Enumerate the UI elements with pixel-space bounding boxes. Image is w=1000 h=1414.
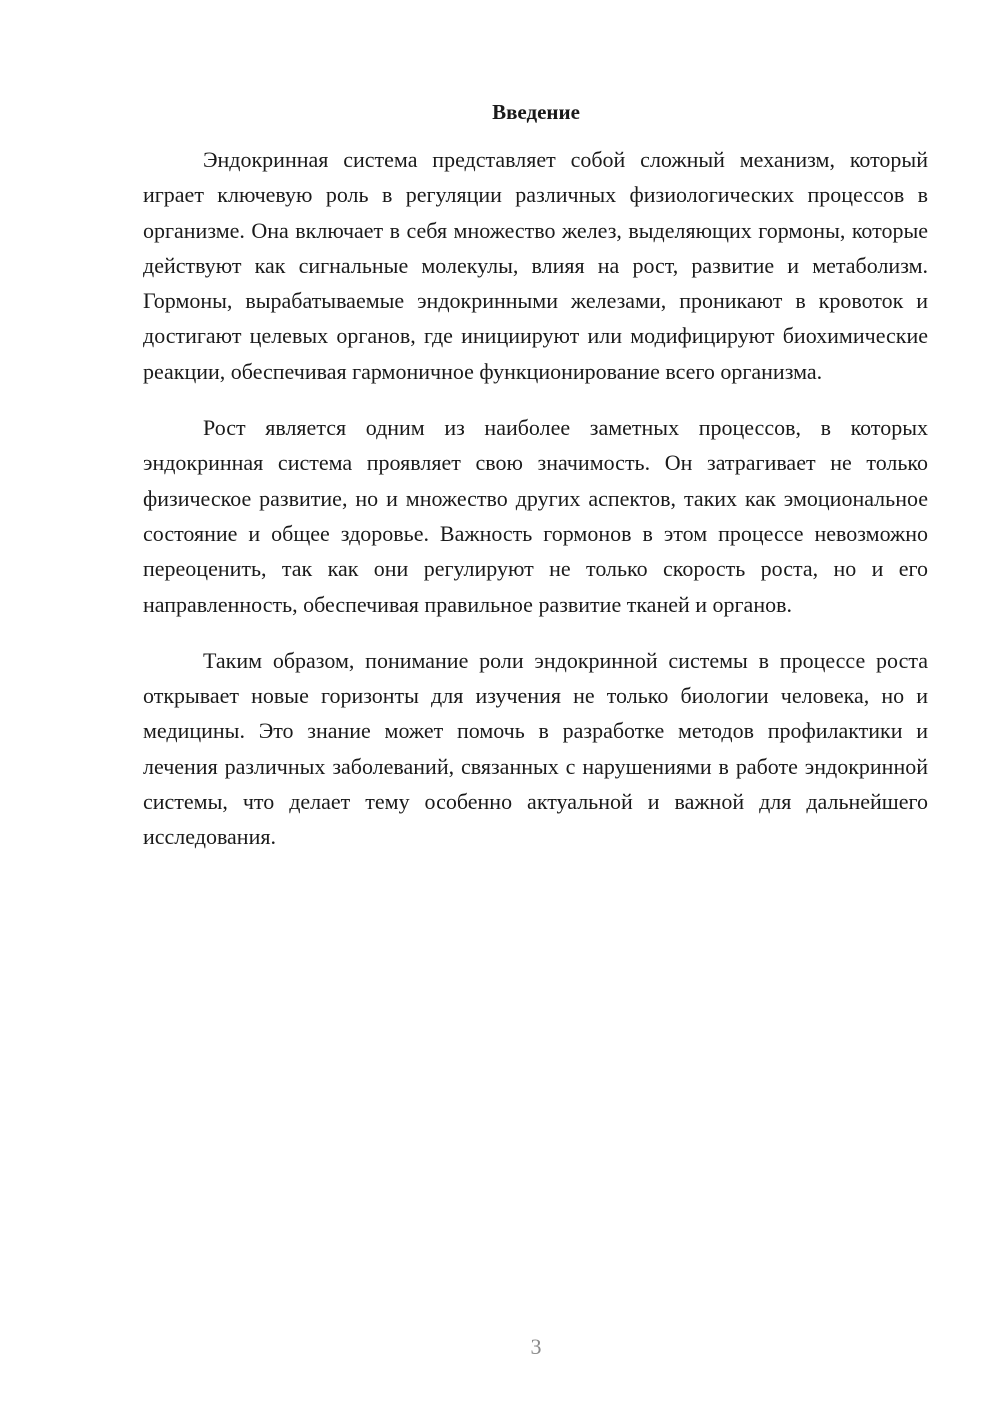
paragraph-2: Рост является одним из наиболее заметных процессов, в которых эндокринная система проявляет свою значимость. Он затрагивает не только физическое развитие, но и множество других аспектов, таких как эмоциональное состояние и общее здоровье. Важность гормонов в этом процессе невозможно переоценить, так как они регулируют не только скорость роста, но и его направленность, обеспечивая правильное развитие тканей и органов. (143, 415, 928, 617)
paragraph-1: Эндокринная система представляет собой сложный механизм, который играет ключевую роль в регуляции различных физиологических процессов в организме. Она включает в себя множество желез, выделяющих гормоны, которые действуют как сигнальные молекулы, влияя на рост, развитие и метаболизм. Гормоны, вырабатываемые эндокринными железами, проникают в кровоток и достигают целевых органов, где инициируют или модифицируют биохимические реакции, обеспечивая гармоничное функционирование всего организма. (143, 147, 928, 384)
body-text (143, 142, 928, 855)
paragraph-3: Таким образом, понимание роли эндокринной системы в процессе роста открывает новые горизонты для изучения не только биологии человека, но и медицины. Это знание может помочь в разработке методов профилактики и лечения различных заболеваний, связанных с нарушениями в работе эндокринной системы, что делает тему особенно актуальной и важной для дальнейшего исследования. (143, 647, 928, 850)
page-number: 3 (530, 1334, 542, 1359)
section-heading: Введение (492, 100, 580, 124)
